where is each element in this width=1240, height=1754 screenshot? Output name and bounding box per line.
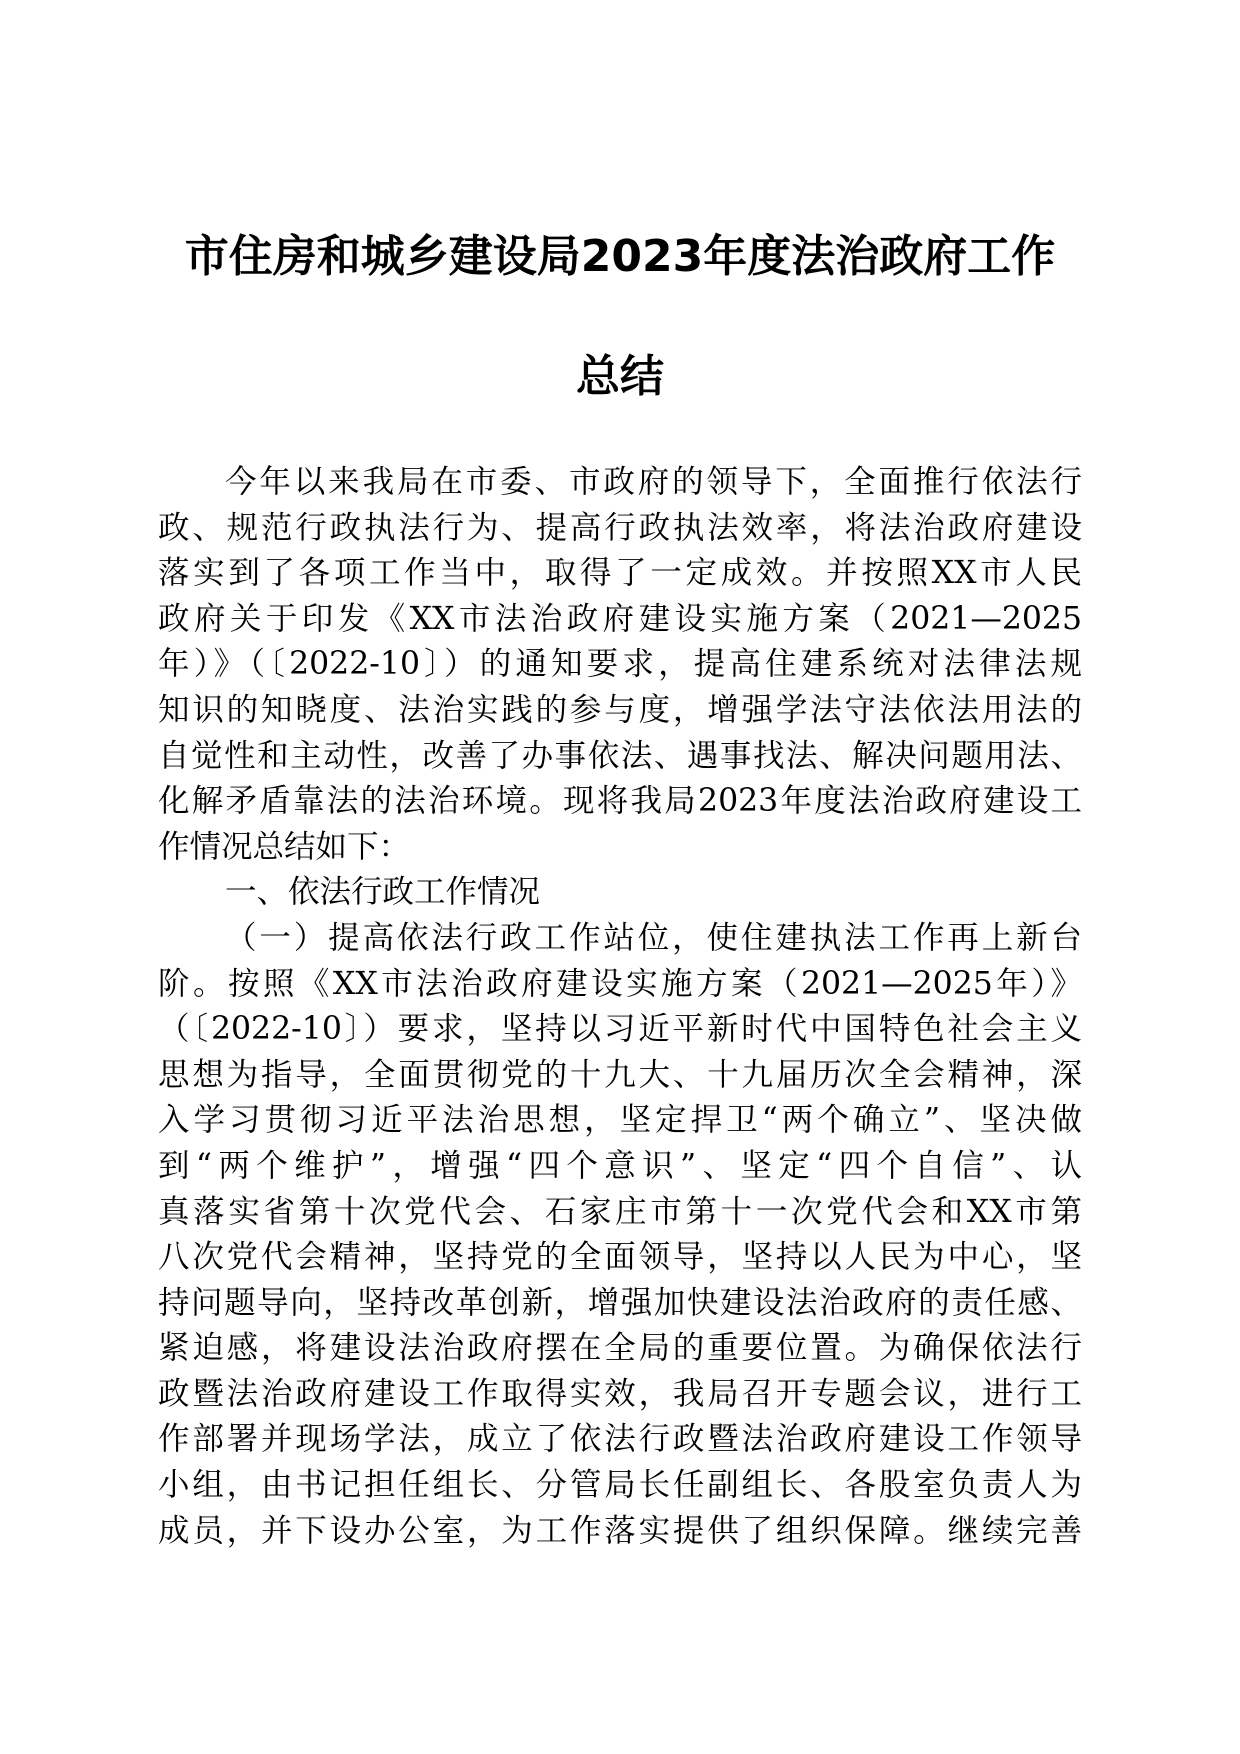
paragraph-line: 作部署并现场学法，成立了依法行政暨法治政府建设工作领导 [158,1421,1082,1458]
paragraph-line: 政暨法治政府建设工作取得实效，我局召开专题会议，进行工 [158,1375,1082,1412]
paragraph-line: 阶。按照《XX市法治政府建设实施方案（2021—2025年）》 [158,965,1082,1002]
document-title-line-2: 总结 [576,351,664,402]
paragraph-line: 到“两个维护”，增强“四个意识”、坚定“四个自信”、认 [158,1147,1082,1184]
paragraph-line: 紧迫感，将建设法治政府摆在全局的重要位置。为确保依法行 [158,1330,1082,1367]
paragraph-line: 入学习贯彻习近平法治思想，坚定捍卫“两个确立”、坚决做 [158,1102,1082,1139]
paragraph-line: 八次党代会精神，坚持党的全面领导，坚持以人民为中心，坚 [158,1239,1082,1276]
paragraph-line: 自觉性和主动性，改善了办事依法、遇事找法、解决问题用法、 [158,737,1082,774]
paragraph-line: 知识的知晓度、法治实践的参与度，增强学法守法依法用法的 [158,691,1082,728]
paragraph-line: （〔2022-10〕）要求，坚持以习近平新时代中国特色社会主义 [158,1011,1082,1048]
paragraph-line: 年）》（〔2022-10〕）的通知要求，提高住建系统对法律法规 [158,646,1082,683]
document-body [158,460,1082,1554]
document-title-line-1: 市住房和城乡建设局2023年度法治政府工作 [184,231,1056,282]
section-heading: 一、依法行政工作情况 [225,874,541,911]
paragraph-line: 思想为指导，全面贯彻党的十九大、十九届历次全会精神，深 [158,1056,1082,1093]
paragraph-line: （一）提高依法行政工作站位，使住建执法工作再上新台 [225,919,1082,956]
paragraph-line: 持问题导向，坚持改革创新，增强加快建设法治政府的责任感、 [158,1284,1082,1321]
paragraph-line: 真落实省第十次党代会、石家庄市第十一次党代会和XX市第 [158,1193,1082,1230]
paragraph-line: 成员，并下设办公室，为工作落实提供了组织保障。继续完善 [158,1512,1082,1549]
paragraph-line: 化解矛盾靠法的法治环境。现将我局2023年度法治政府建设工 [158,783,1082,820]
paragraph-line: 小组，由书记担任组长、分管局长任副组长、各股室负责人为 [158,1467,1082,1504]
paragraph-line: 作情况总结如下： [158,828,411,865]
paragraph-line: 政府关于印发《XX市法治政府建设实施方案（2021—2025 [158,600,1082,637]
paragraph-line: 今年以来我局在市委、市政府的领导下，全面推行依法行 [225,464,1082,500]
paragraph-line: 政、规范行政执法行为、提高行政执法效率，将法治政府建设 [158,509,1082,546]
paragraph-line: 落实到了各项工作当中，取得了一定成效。并按照XX市人民 [158,555,1082,592]
